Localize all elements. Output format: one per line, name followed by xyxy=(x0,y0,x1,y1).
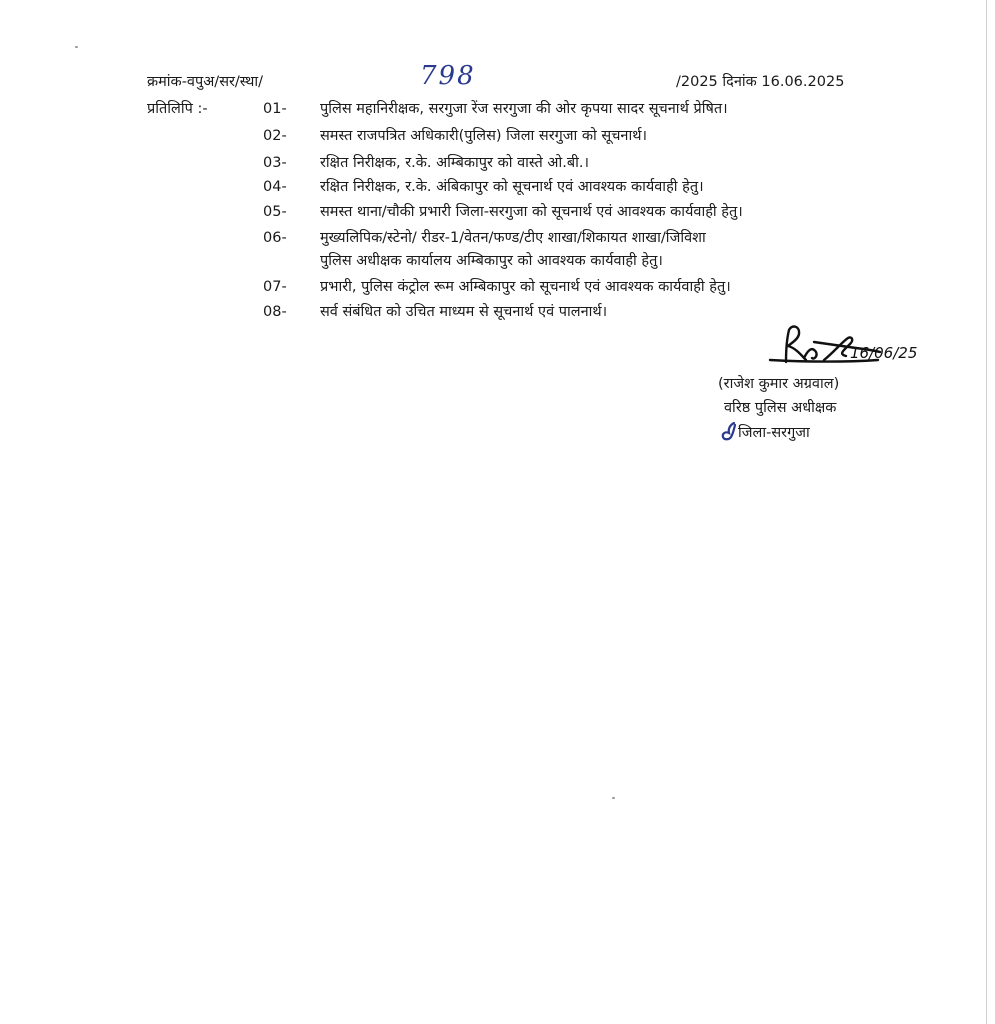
copy-item-number: 07- xyxy=(263,279,287,295)
scan-speck xyxy=(612,797,615,799)
signatory-name: (राजेश कुमार अग्रवाल) xyxy=(718,376,840,392)
copy-item-number: 01- xyxy=(263,101,287,117)
signature-date: 16/06/25 xyxy=(850,344,918,362)
copy-item-text-continued: पुलिस अधीक्षक कार्यालय अम्बिकापुर को आवश्यक कार्यवाही हेतु। xyxy=(320,253,663,269)
reference-prefix: क्रमांक-वपुअ/सर/स्था/ xyxy=(147,74,264,90)
scan-speck xyxy=(75,46,78,48)
copy-item-text: प्रभारी, पुलिस कंट्रोल रूम अम्बिकापुर को सूचनार्थ एवं आवश्यक कार्यवाही हेतु। xyxy=(320,279,731,295)
blue-initial-mark xyxy=(718,419,740,443)
copy-item-text: पुलिस महानिरीक्षक, सरगुजा रेंज सरगुजा की ओर कृपया सादर सूचनार्थ प्रेषित। xyxy=(320,101,728,117)
copy-item-number: 08- xyxy=(263,304,287,320)
copy-item-text: सर्व संबंधित को उचित माध्यम से सूचनार्थ एवं पालनार्थ। xyxy=(320,304,608,320)
reference-number-handwritten: 798 xyxy=(420,61,476,91)
signatory-district: जिला-सरगुजा xyxy=(738,425,810,441)
page-edge-shadow xyxy=(986,0,987,1024)
signatory-designation: वरिष्ठ पुलिस अधीक्षक xyxy=(724,400,837,416)
copy-item-text: समस्त थाना/चौकी प्रभारी जिला-सरगुजा को सूचनार्थ एवं आवश्यक कार्यवाही हेतु। xyxy=(320,204,743,220)
copy-to-label: प्रतिलिपि :- xyxy=(147,101,208,117)
copy-item-text: मुख्यलिपिक/स्टेनो/ रीडर-1/वेतन/फण्ड/टीए शाखा/शिकायत शाखा/जिविशा xyxy=(320,230,706,246)
copy-item-number: 06- xyxy=(263,230,287,246)
copy-item-number: 03- xyxy=(263,155,287,171)
copy-item-number: 02- xyxy=(263,128,287,144)
reference-year-date: /2025 दिनांक 16.06.2025 xyxy=(676,74,845,90)
copy-item-text: रक्षित निरीक्षक, र.के. अंबिकापुर को सूचनार्थ एवं आवश्यक कार्यवाही हेतु। xyxy=(320,179,704,195)
copy-item-number: 04- xyxy=(263,179,287,195)
copy-item-number: 05- xyxy=(263,204,287,220)
copy-item-text: रक्षित निरीक्षक, र.के. अम्बिकापुर को वास्ते ओ.बी.। xyxy=(320,155,589,171)
handwritten-signature xyxy=(768,300,958,375)
copy-item-text: समस्त राजपत्रित अधिकारी(पुलिस) जिला सरगुजा को सूचनार्थ। xyxy=(320,128,647,144)
